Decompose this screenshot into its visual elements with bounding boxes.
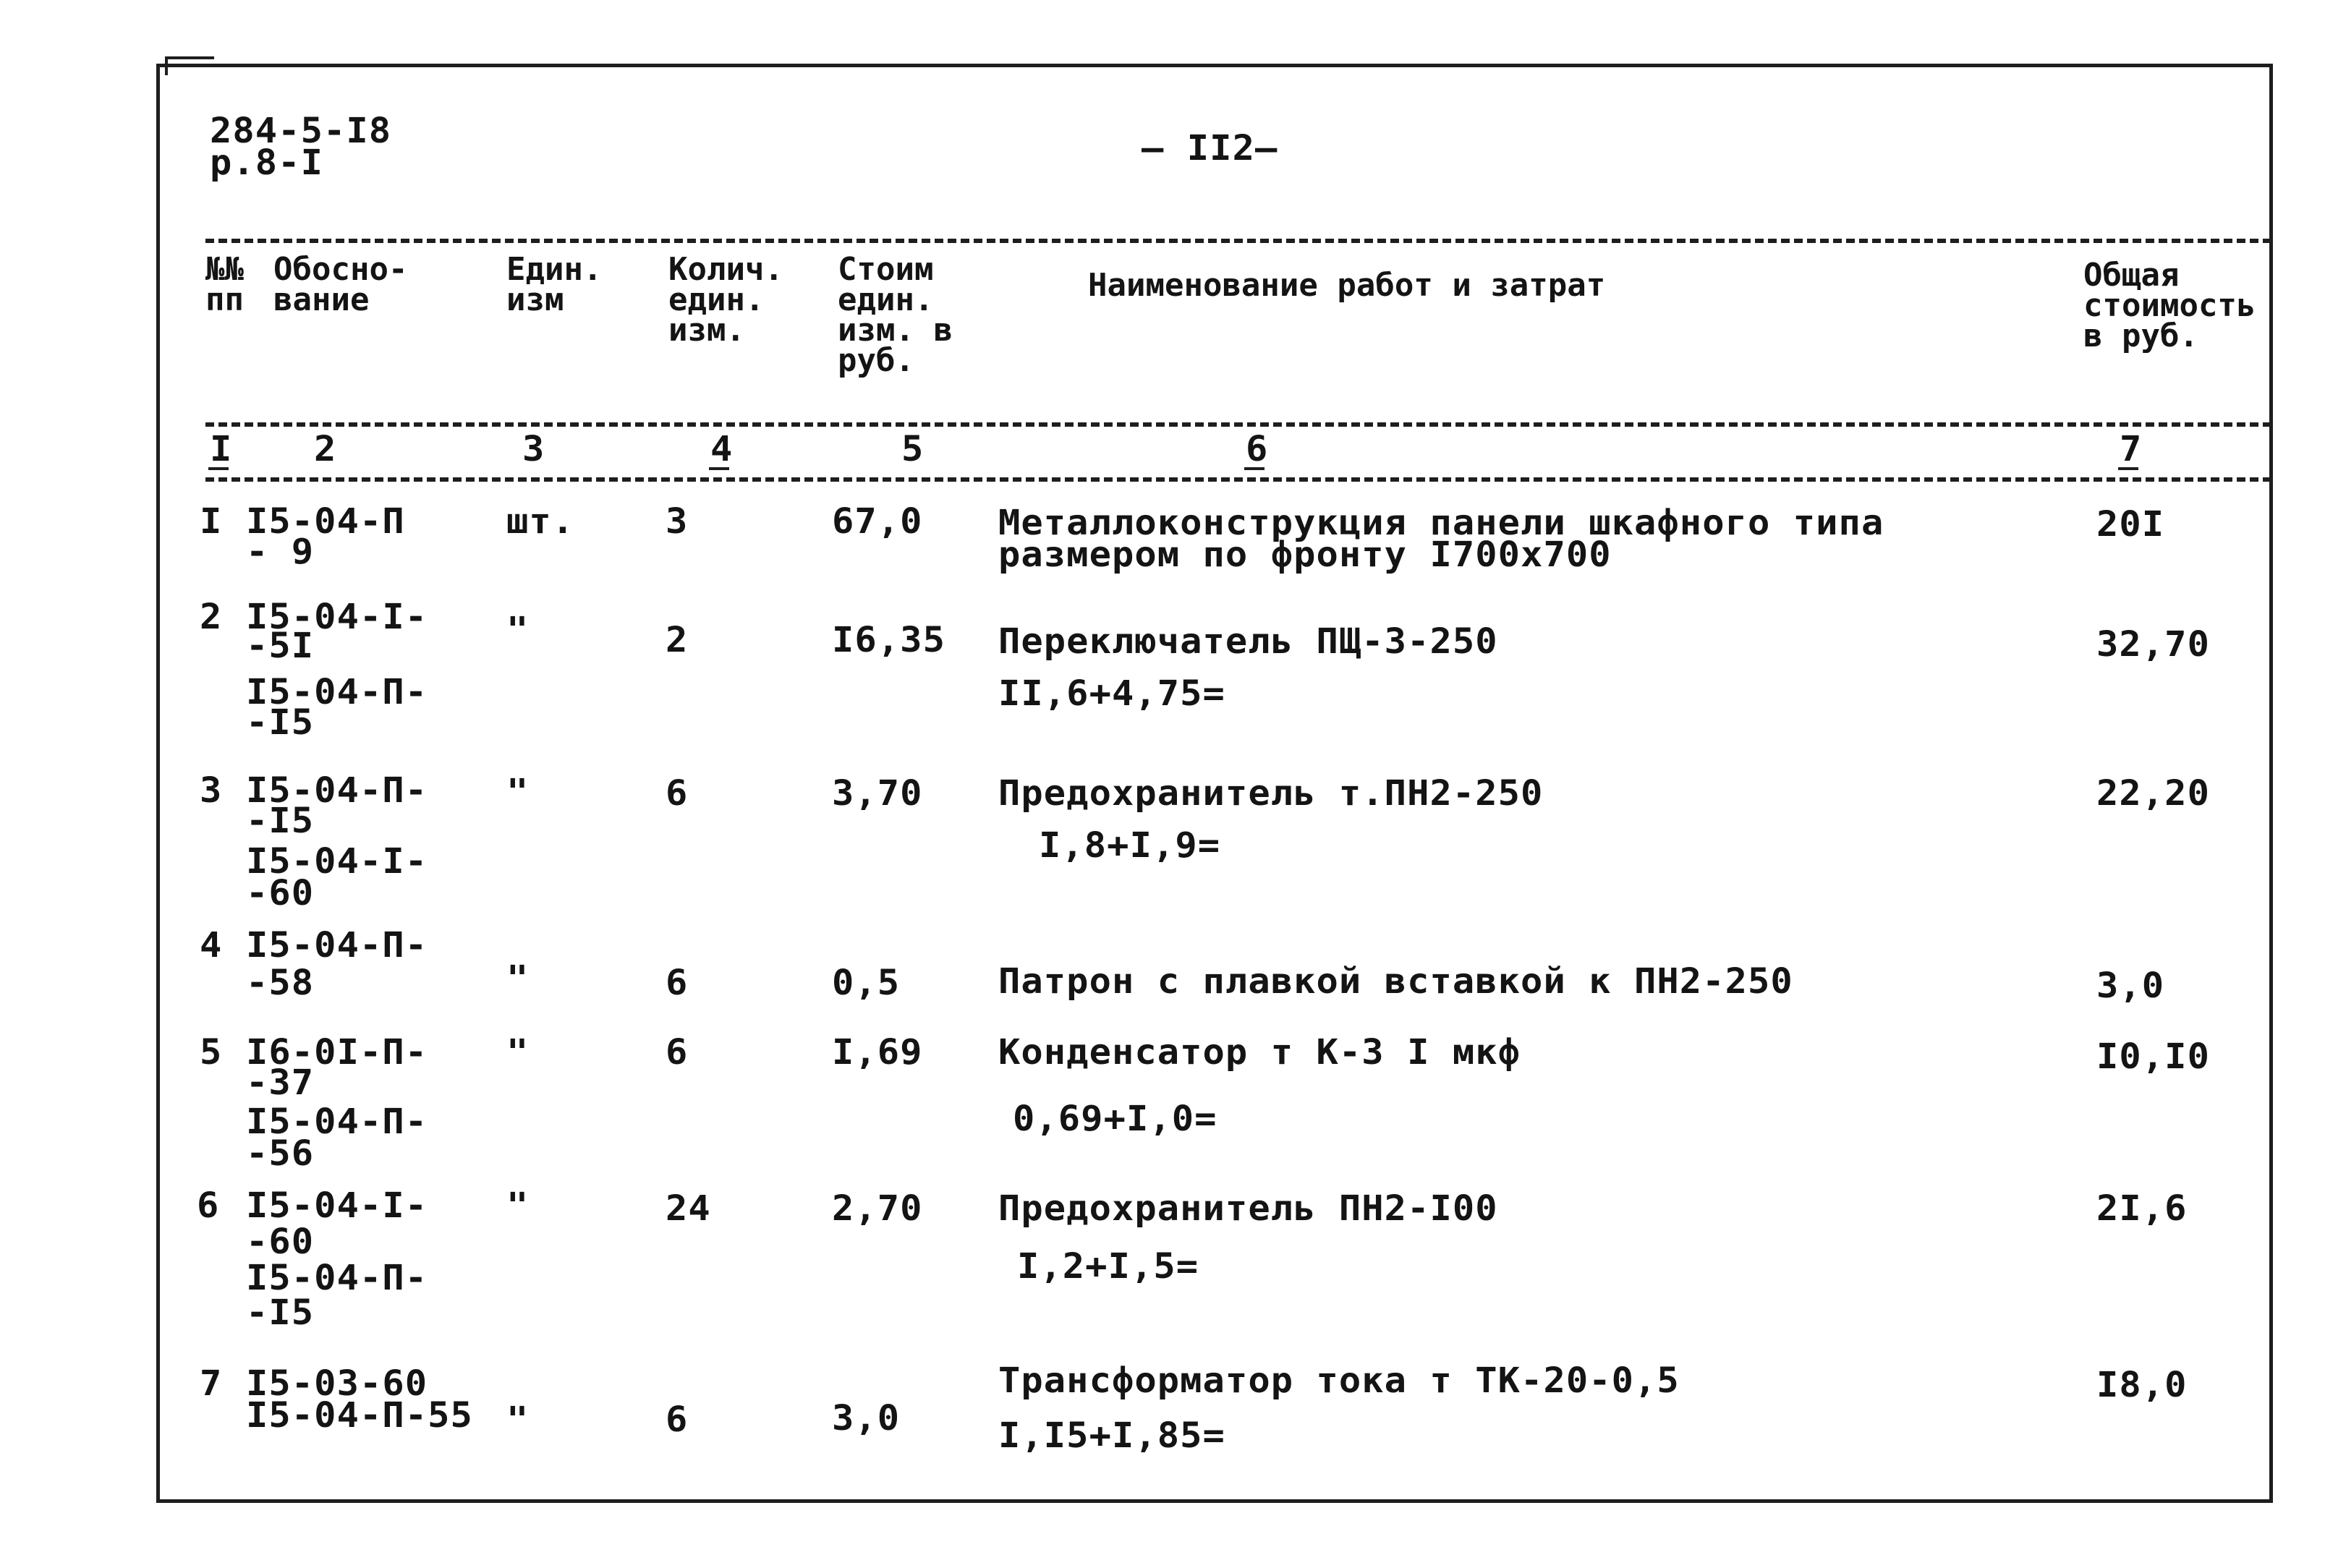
- header-top-rule: [205, 239, 2271, 243]
- row-qty: 24: [666, 1188, 711, 1229]
- row-basis: -56: [246, 1133, 315, 1174]
- row-num: 4: [200, 925, 223, 966]
- row-basis: -5I: [246, 626, 315, 666]
- colnum-bottom-rule: [205, 477, 2271, 482]
- row-name: II,6+4,75=: [998, 673, 1225, 714]
- row-name: I,8+I,9=: [1039, 825, 1221, 866]
- row-qty: 6: [666, 773, 689, 814]
- row-num: 5: [200, 1032, 223, 1073]
- row-unit-cost: 3,70: [832, 773, 923, 814]
- row-total: 3,0: [2096, 966, 2165, 1006]
- colnum-2: 2: [314, 429, 337, 469]
- header-bottom-rule: [205, 422, 2271, 427]
- row-unit-cost: I,69: [832, 1032, 923, 1073]
- row-unit: ": [506, 772, 530, 812]
- row-name: размером по фронту I700х700: [998, 534, 1612, 575]
- row-total: 32,70: [2096, 624, 2210, 665]
- header-num: №№ пп: [205, 251, 244, 318]
- row-basis: I5-04-I-: [246, 1185, 428, 1226]
- header-unit: Един. изм: [506, 251, 603, 318]
- page-number: — II2—: [1142, 128, 1278, 169]
- row-total: I0,I0: [2096, 1036, 2210, 1077]
- row-unit-cost: I6,35: [832, 620, 945, 660]
- colnum-underline: [1244, 467, 1264, 470]
- row-basis: -I5: [246, 801, 315, 841]
- colnum-underline: [2118, 467, 2138, 470]
- row-unit-cost: 3,0: [832, 1398, 901, 1439]
- row-name: Конденсатор т К-3 I мкф: [998, 1032, 1521, 1073]
- row-unit-cost: 0,5: [832, 963, 901, 1003]
- row-num: 6: [197, 1185, 220, 1226]
- row-basis: -58: [246, 963, 315, 1003]
- row-name: Предохранитель т.ПН2-250: [998, 773, 1544, 814]
- colnum-5: 5: [901, 429, 925, 469]
- colnum-4: 4: [710, 429, 734, 469]
- row-num: 3: [200, 770, 223, 811]
- document-code: 284-5-I8: [210, 111, 392, 151]
- row-unit: шт.: [506, 501, 575, 542]
- row-basis: I5-04-П-: [246, 1102, 428, 1142]
- colnum-7: 7: [2120, 429, 2143, 469]
- row-unit: ": [506, 1032, 530, 1073]
- row-basis: I5-03-60: [246, 1363, 428, 1404]
- row-basis: I5-04-П-: [246, 1258, 428, 1298]
- row-basis: I5-04-П-: [246, 925, 428, 966]
- row-qty: 6: [666, 1032, 689, 1073]
- row-name: Трансформатор тока т ТК-20-0,5: [998, 1360, 1680, 1401]
- row-basis: I5-04-I-: [246, 841, 428, 882]
- row-total: 2I,6: [2096, 1188, 2188, 1229]
- header-unit-cost: Стоим един. изм. в руб.: [838, 251, 953, 379]
- row-unit: ": [506, 958, 530, 999]
- colnum-6: 6: [1246, 429, 1269, 469]
- row-qty: 3: [666, 501, 689, 542]
- colnum-1: I: [210, 429, 233, 469]
- row-unit: ": [506, 1185, 530, 1226]
- row-name: 0,69+I,0=: [1013, 1099, 1217, 1139]
- header-basis: Обосно- вание: [273, 251, 408, 318]
- row-total: 20I: [2096, 504, 2165, 545]
- header-name: Наименование работ и затрат: [1088, 267, 1606, 304]
- row-basis: -37: [246, 1062, 315, 1103]
- row-basis: I5-04-П: [246, 501, 405, 542]
- row-name: I,I5+I,85=: [998, 1415, 1225, 1456]
- row-basis: - 9: [246, 532, 315, 572]
- row-unit: ": [506, 610, 530, 650]
- row-unit-cost: 2,70: [832, 1188, 923, 1229]
- colnum-3: 3: [522, 429, 545, 469]
- row-name: Предохранитель ПН2-I00: [998, 1188, 1498, 1229]
- row-basis: I5-04-I-: [246, 597, 428, 637]
- row-basis: -I5: [246, 1292, 315, 1333]
- row-total: 22,20: [2096, 773, 2210, 814]
- row-basis: -60: [246, 873, 315, 913]
- row-unit-cost: 67,0: [832, 501, 923, 542]
- row-num: I: [200, 501, 223, 542]
- row-qty: 2: [666, 620, 689, 660]
- row-basis: I5-04-П-55: [246, 1395, 473, 1436]
- row-basis: I6-0I-П-: [246, 1032, 428, 1073]
- row-qty: 6: [666, 963, 689, 1003]
- row-name: Переключатель ПЩ-3-250: [998, 621, 1498, 662]
- row-basis: -I5: [246, 702, 315, 743]
- row-name: Металлоконструкция панели шкафного типа: [998, 503, 1884, 543]
- header-qty: Колич. един. изм.: [668, 251, 783, 349]
- header-total: Общая стоимость в руб.: [2083, 257, 2256, 354]
- row-num: 7: [200, 1363, 223, 1404]
- row-basis: I5-04-П-: [246, 770, 428, 811]
- row-name: I,2+I,5=: [1017, 1246, 1199, 1287]
- row-total: I8,0: [2096, 1365, 2188, 1405]
- colnum-underline: [208, 467, 229, 470]
- row-basis: -60: [246, 1222, 315, 1262]
- row-num: 2: [200, 597, 223, 637]
- colnum-underline: [709, 467, 729, 470]
- row-unit: ": [506, 1399, 530, 1440]
- document-section: р.8-I: [210, 142, 323, 183]
- row-name: Патрон с плавкой вставкой к ПН2-250: [998, 961, 1793, 1002]
- row-basis: I5-04-П-: [246, 672, 428, 712]
- row-qty: 6: [666, 1399, 689, 1440]
